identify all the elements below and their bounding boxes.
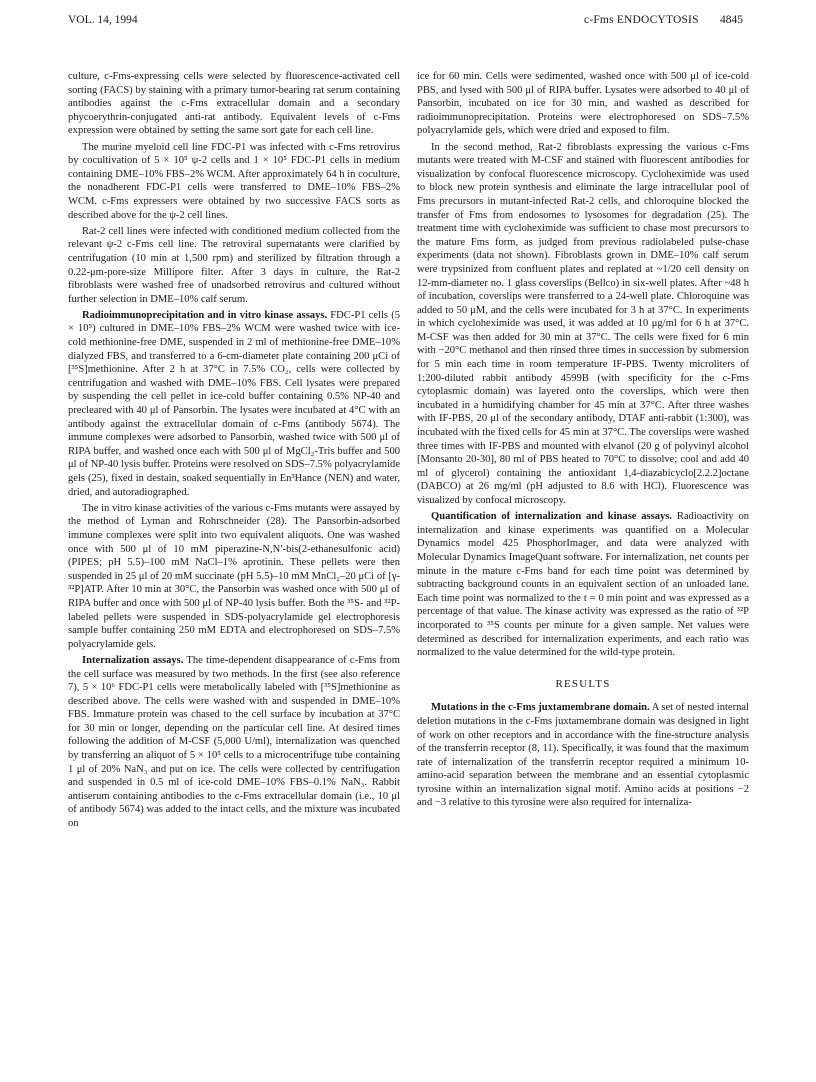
paragraph (68, 502, 400, 652)
paragraph-text: The in vitro kinase activities of the various c-Fms mutants were assayed by the method of Lyman and Rohrschneider (28). The Pansorbin-adsorbed immune complexes were split into two equivalent aliquots. One was washed once with 500 μl of 10 mM piperazine-N,N′-bis(2-ethanesulfonic acid) (PIPES; pH 5.5)–100 mM NaCl–1% aprotinin. These pellets were then suspended in 25 μl of 20 mM succinate (pH 5.5)–10 mM MnCl₂–20 μCi of [γ-³²P]ATP. After 10 min at 30°C, the Pansorbin was washed once with 500 μl of RIPA buffer and once with 500 μl of NP-40 lysis buffer. Both the ³⁵S- and ³²P-labeled pellets were suspended in SDS-polyacrylamide gel electrophoresis sample buffer containing 250 mM EDTA and electrophoresed on SDS–7.5% polyacrylamide gels. (68, 502, 400, 650)
paragraph-text: In the second method, Rat-2 fibroblasts expressing the various c-Fms mutants were treated with M-CSF and stained with fluorescent antibodies for visualization by confocal fluorescence microscopy. Cycloheximide was used to block new protein synthesis and eliminate the large intracellular pool of Fms precursors in mutant-infected Rat-2 cells, and chloroquine blocked the transfer of Fms from endosomes to lysosomes for degradation (25). The treatment time with cycloheximide was sufficient to chase most precursors to the mature Fms form, as judged from previous radiolabeled pulse-chase experiments (data not shown). Fibroblasts grown in DME–10% calf serum were trypsinized from confluent plates and replated at ~1/20 cell density on 12-mm-diameter no. 1 glass coverslips (Bellco) in six-well plates. After ~48 h of incubation, coverslips were transferred to a 24-well plate. Chloroquine was added to 50 μM, and the cells were incubated for 3 h at 37°C. In experiments in which cycloheximide was used, it was added at 10 μg/ml for 6 h at 37°C. M-CSF was then added for 30 min at 37°C. The cells were fixed for 6 min with −20°C methanol and then rinsed three times in succession by submersion for 5 min each time in room temperature IF-PBS. Twenty microliters of 1:200-diluted rabbit antibody 4599B (with specificity for the c-Fms cytoplasmic domain) was layered onto the coverslips, which were then incubated in a humidifying chamber for 45 min at 37°C. After three washes with IF-PBS, 20 μl of the secondary antibody, DTAF anti-rabbit (1:300), was incubated with the fixed cells for 45 min at 37°C. The coverslips were washed three times with IF-PBS and mounted with elvanol (20 g of polyvinyl alcohol [Monsanto 20-30], 80 ml of PBS heated to 70°C to dissolve; cool and add 40 ml of glycerol) containing the antioxidant 1,4-diazabicyclo[2.2.2]octane (DABCO) at 26 mg/ml (pH adjusted to 8.6 with HCl). Fluorescence was visualized by confocal microscopy. (417, 141, 749, 506)
paragraph-text: The murine myeloid cell line FDC-P1 was infected with c-Fms retrovirus by cocultivation of 5 × 10⁵ ψ-2 cells and 1 × 10⁵ FDC-P1 cells in medium containing DME–10% FBS–2% WCM. After approximately 64 h in coculture, the nonadherent FDC-P1 cells were transferred to DME–10% FBS–2% WCM. c-Fms expressers were obtained by two successive FACS sorts as described above for the ψ-2 cell lines. (68, 141, 400, 221)
run-in-heading: Quantification of internalization and kinase assays. (431, 511, 673, 523)
paragraph (68, 225, 400, 307)
page-number: 4845 (720, 14, 743, 26)
volume-label: VOL. 14, 1994 (68, 14, 138, 26)
paragraph (68, 141, 400, 223)
section-heading: RESULTS (555, 677, 611, 690)
paragraph-text: Rat-2 cell lines were infected with conditioned medium collected from the relevant ψ-2 c-Fms cell line. The retroviral supernatants were clarified by centrifugation (10 min at 1,500 rpm) and sterilized by filtration through a 0.22-μm-pore-size Millipore filter. After 3 days in culture, the Rat-2 fibroblasts were washed free of unadsorbed retrovirus and cultured without further selection in DME–10% calf serum. (68, 225, 400, 305)
run-in-heading: Mutations in the c-Fms juxtamembrane domain. (431, 702, 650, 714)
running-header (0, 14, 816, 36)
paragraph (417, 70, 749, 138)
right-column (417, 70, 749, 813)
paragraph (417, 701, 749, 810)
paragraph-text: culture, c-Fms-expressing cells were selected by fluorescence-activated cell sorting (FACS) by staining with a primary tumor-bearing rat serum containing antibodies against the c-Fms extracellular domain and a secondary phycoerythrin-conjugated anti-rat antibody. Equivalent levels of c-Fms expression were obtained by setting the same sort gate for each cell line. (68, 71, 400, 137)
paragraph (68, 309, 400, 499)
running-title: c-Fms ENDOCYTOSIS (584, 14, 699, 26)
paragraph (417, 141, 749, 508)
paragraph-text: The time-dependent disappearance of c-Fms from the cell surface was measured by two methods. In the first (see also reference 7), 5 × 10⁶ FDC-P1 cells were metabolically labeled with [³⁵S]methionine as described above. The cells were washed with and suspended in DME–10% FBS. Immature protein was chased to the cell surface by incubation at 37°C for 30 min or longer, depending on the particular cell line. At desired times following the addition of M-CSF (5,000 U/ml), internalization was quenched by transferring an aliquot of 5 × 10⁵ cells to a microcentrifuge tube containing 1 μl of 20% NaN₃ and put on ice. The cells were collected by centrifugation and suspended in 0.5 ml of ice-cold DME–10% FBS–0.1% NaN₃. Rabbit antiserum containing antibodies to the c-Fms extracellular domain (i.e., 10 μl of antibody 5674) was added to the intact cells, and the mixture was incubated on (68, 654, 400, 830)
run-in-heading: Radioimmunoprecipitation and in vitro kinase assays. (82, 309, 328, 321)
paragraph-text: FDC-P1 cells (5 × 10⁵) cultured in DME–10% FBS–2% WCM were washed twice with ice-cold methionine-free DME, suspended in 2 ml of methionine-free DME–10% dialyzed FBS, and transferred to a 6-cm-diameter plate containing 200 μCi of [³⁵S]methionine. After 2 h at 37°C in 7.5% CO₂, cells were collected by centrifugation and washed with DME–10% FBS. Cell lysates were prepared by suspending the cell pellet in ice-cold buffer containing 0.5% NP-40 and precleared with 40 μl of Pansorbin. The lysates were incubated at 4°C with an antibody against the extracellular domain of c-Fms (antibody 5674). The immune complexes were adsorbed to Pansorbin, washed twice with 500 μl of RIPA buffer, and washed once each with 500 μl of MgCl₂-Tris buffer and 500 μl of NP-40 lysis buffer. Proteins were resolved on SDS–7.5% polyacrylamide gels (25), fixed in destain, soaked sequentially in En³Hance (NEN) and water, dried, and autoradiographed. (68, 309, 400, 498)
paragraph-text: ice for 60 min. Cells were sedimented, washed once with 500 μl of ice-cold PBS, and lysed with 500 μl of RIPA buffer. Lysates were adsorbed to 40 μl of Pansorbin, incubated on ice for 30 min, and washed as described for radioimmunoprecipitation. Proteins were electrophoresed on SDS–7.5% polyacrylamide gels, which were dried and exposed to film. (417, 71, 749, 137)
paragraph (417, 510, 749, 660)
paragraph-text: Radioactivity on internalization and kinase experiments was quantified on a Molecular Dynamics model 425 PhosphorImager, and data were analyzed with Molecular Dynamics ImageQuant software. For internalization, net counts per minute in the mature c-Fms band for each time point was determined by subtracting background counts in an equivalent section of an unloaded lane. Each time point was normalized to the t = 0 min point and was expressed as a percentage of that value. The kinase activity was expressed as the ratio of ³²P incorporated to ³⁵S counts per minute for a given sample. Net values were determined as described for internalization experiments, and each ratio was normalized to the value determined for the wild-type protein. (417, 511, 749, 659)
paragraph-text: A set of nested internal deletion mutations in the c-Fms juxtamembrane domain was designed in light of work on other receptors and in accordance with the fine-structure analysis of the transferrin receptor (8, 11). Specifically, it was found that the maximum rate of internalization of the transferrin receptor required a minimum 10-amino-acid separation between the membrane and an essential cytoplasmic tyrosine within an internalization signal motif. Amino acids at positions −2 and −3 relative to this tyrosine were also required for internaliza- (417, 702, 749, 809)
run-in-heading: Internalization assays. (82, 654, 184, 666)
paragraph (68, 654, 400, 831)
paragraph (68, 70, 400, 138)
left-column (68, 70, 400, 833)
